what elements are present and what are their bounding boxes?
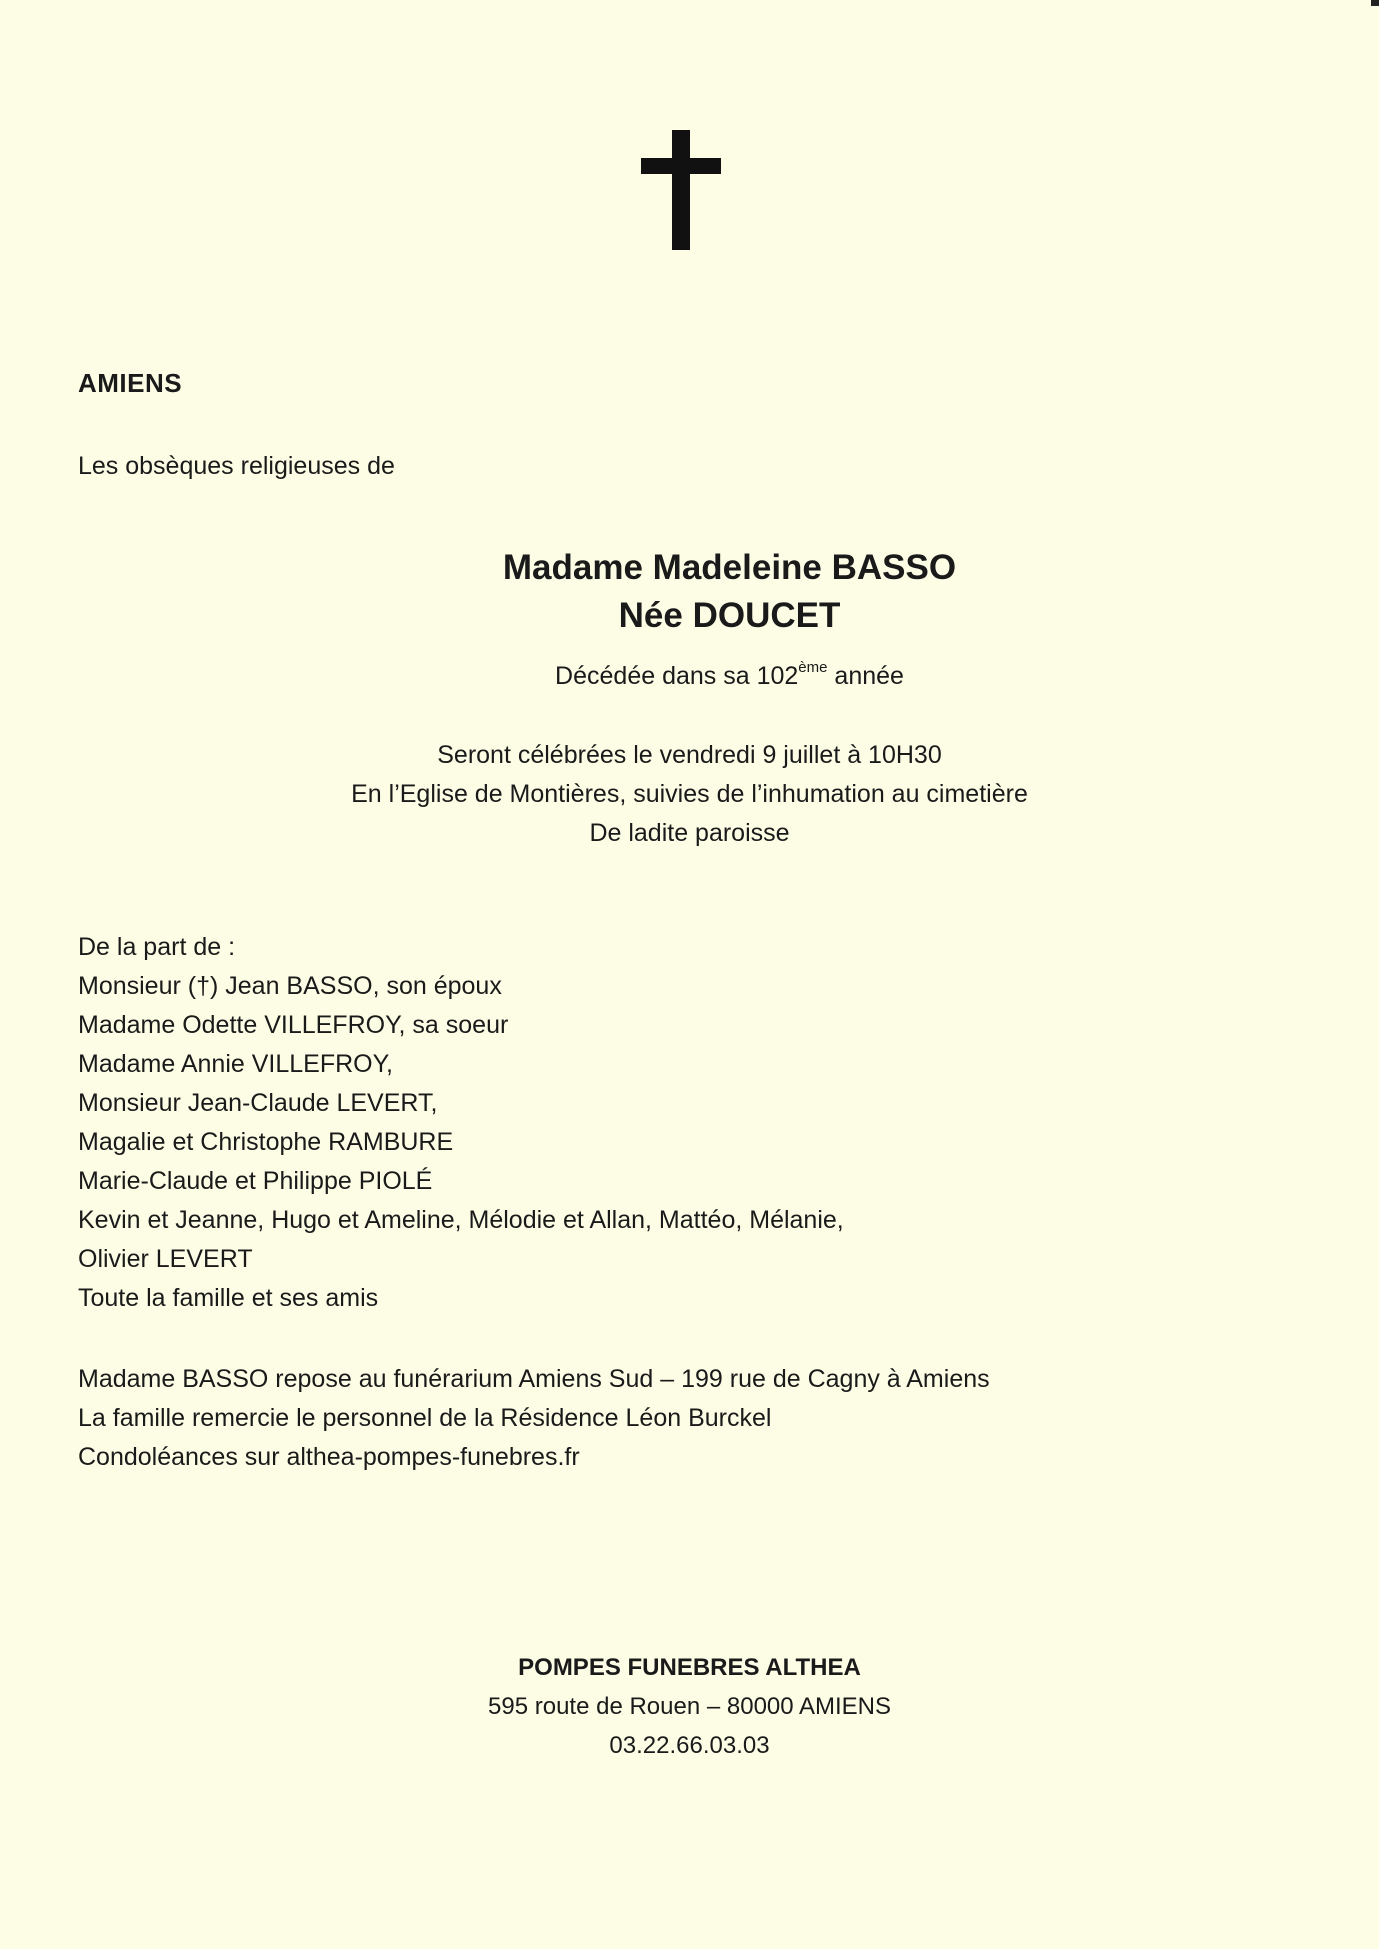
family-member: Toute la famille et ses amis <box>78 1284 379 1312</box>
family-member: Madame Odette VILLEFROY, sa soeur <box>78 1011 509 1039</box>
company-name: POMPES FUNEBRES ALTHEA <box>518 1654 861 1681</box>
family-member: Monsieur (†) Jean BASSO, son époux <box>78 972 502 1000</box>
ceremony-block <box>0 736 1379 853</box>
family-member: Marie-Claude et Philippe PIOLÉ <box>78 1167 433 1195</box>
city-heading: AMIENS <box>78 368 183 398</box>
ceremony-line: Seront célébrées le vendredi 9 juillet à 10H30 <box>437 741 942 769</box>
family-block <box>78 928 844 1318</box>
age-suffix: année <box>827 662 904 690</box>
info-line: Condoléances sur althea-pompes-funebres.fr <box>78 1443 580 1471</box>
info-block <box>78 1360 990 1477</box>
deceased-block <box>40 544 1379 640</box>
intro-text: Les obsèques religieuses de <box>78 452 395 480</box>
family-heading: De la part de : <box>78 933 236 961</box>
age-superscript: ème <box>798 659 828 676</box>
ceremony-line: En l’Eglise de Montières, suivies de l’inhumation au cimetière <box>351 780 1028 808</box>
age-prefix: Décédée dans sa 102 <box>555 662 799 690</box>
info-line: La famille remercie le personnel de la Résidence Léon Burckel <box>78 1404 772 1432</box>
family-member: Kevin et Jeanne, Hugo et Ameline, Mélodie et Allan, Mattéo, Mélanie, <box>78 1206 844 1234</box>
family-member: Monsieur Jean-Claude LEVERT, <box>78 1089 438 1117</box>
deceased-age <box>40 658 1379 694</box>
deceased-maiden-name: Née DOUCET <box>618 596 841 635</box>
scan-mark <box>1371 0 1379 6</box>
company-phone: 03.22.66.03.03 <box>609 1732 770 1759</box>
ceremony-line: De ladite paroisse <box>589 819 790 847</box>
info-line: Madame BASSO repose au funérarium Amiens Sud – 199 rue de Cagny à Amiens <box>78 1365 990 1393</box>
family-member: Madame Annie VILLEFROY, <box>78 1050 393 1078</box>
cross-icon <box>641 130 721 250</box>
deceased-name: Madame Madeleine BASSO <box>502 548 957 587</box>
company-address: 595 route de Rouen – 80000 AMIENS <box>488 1693 891 1720</box>
family-member: Magalie et Christophe RAMBURE <box>78 1128 454 1156</box>
company-block <box>0 1648 1379 1765</box>
family-member: Olivier LEVERT <box>78 1245 253 1273</box>
